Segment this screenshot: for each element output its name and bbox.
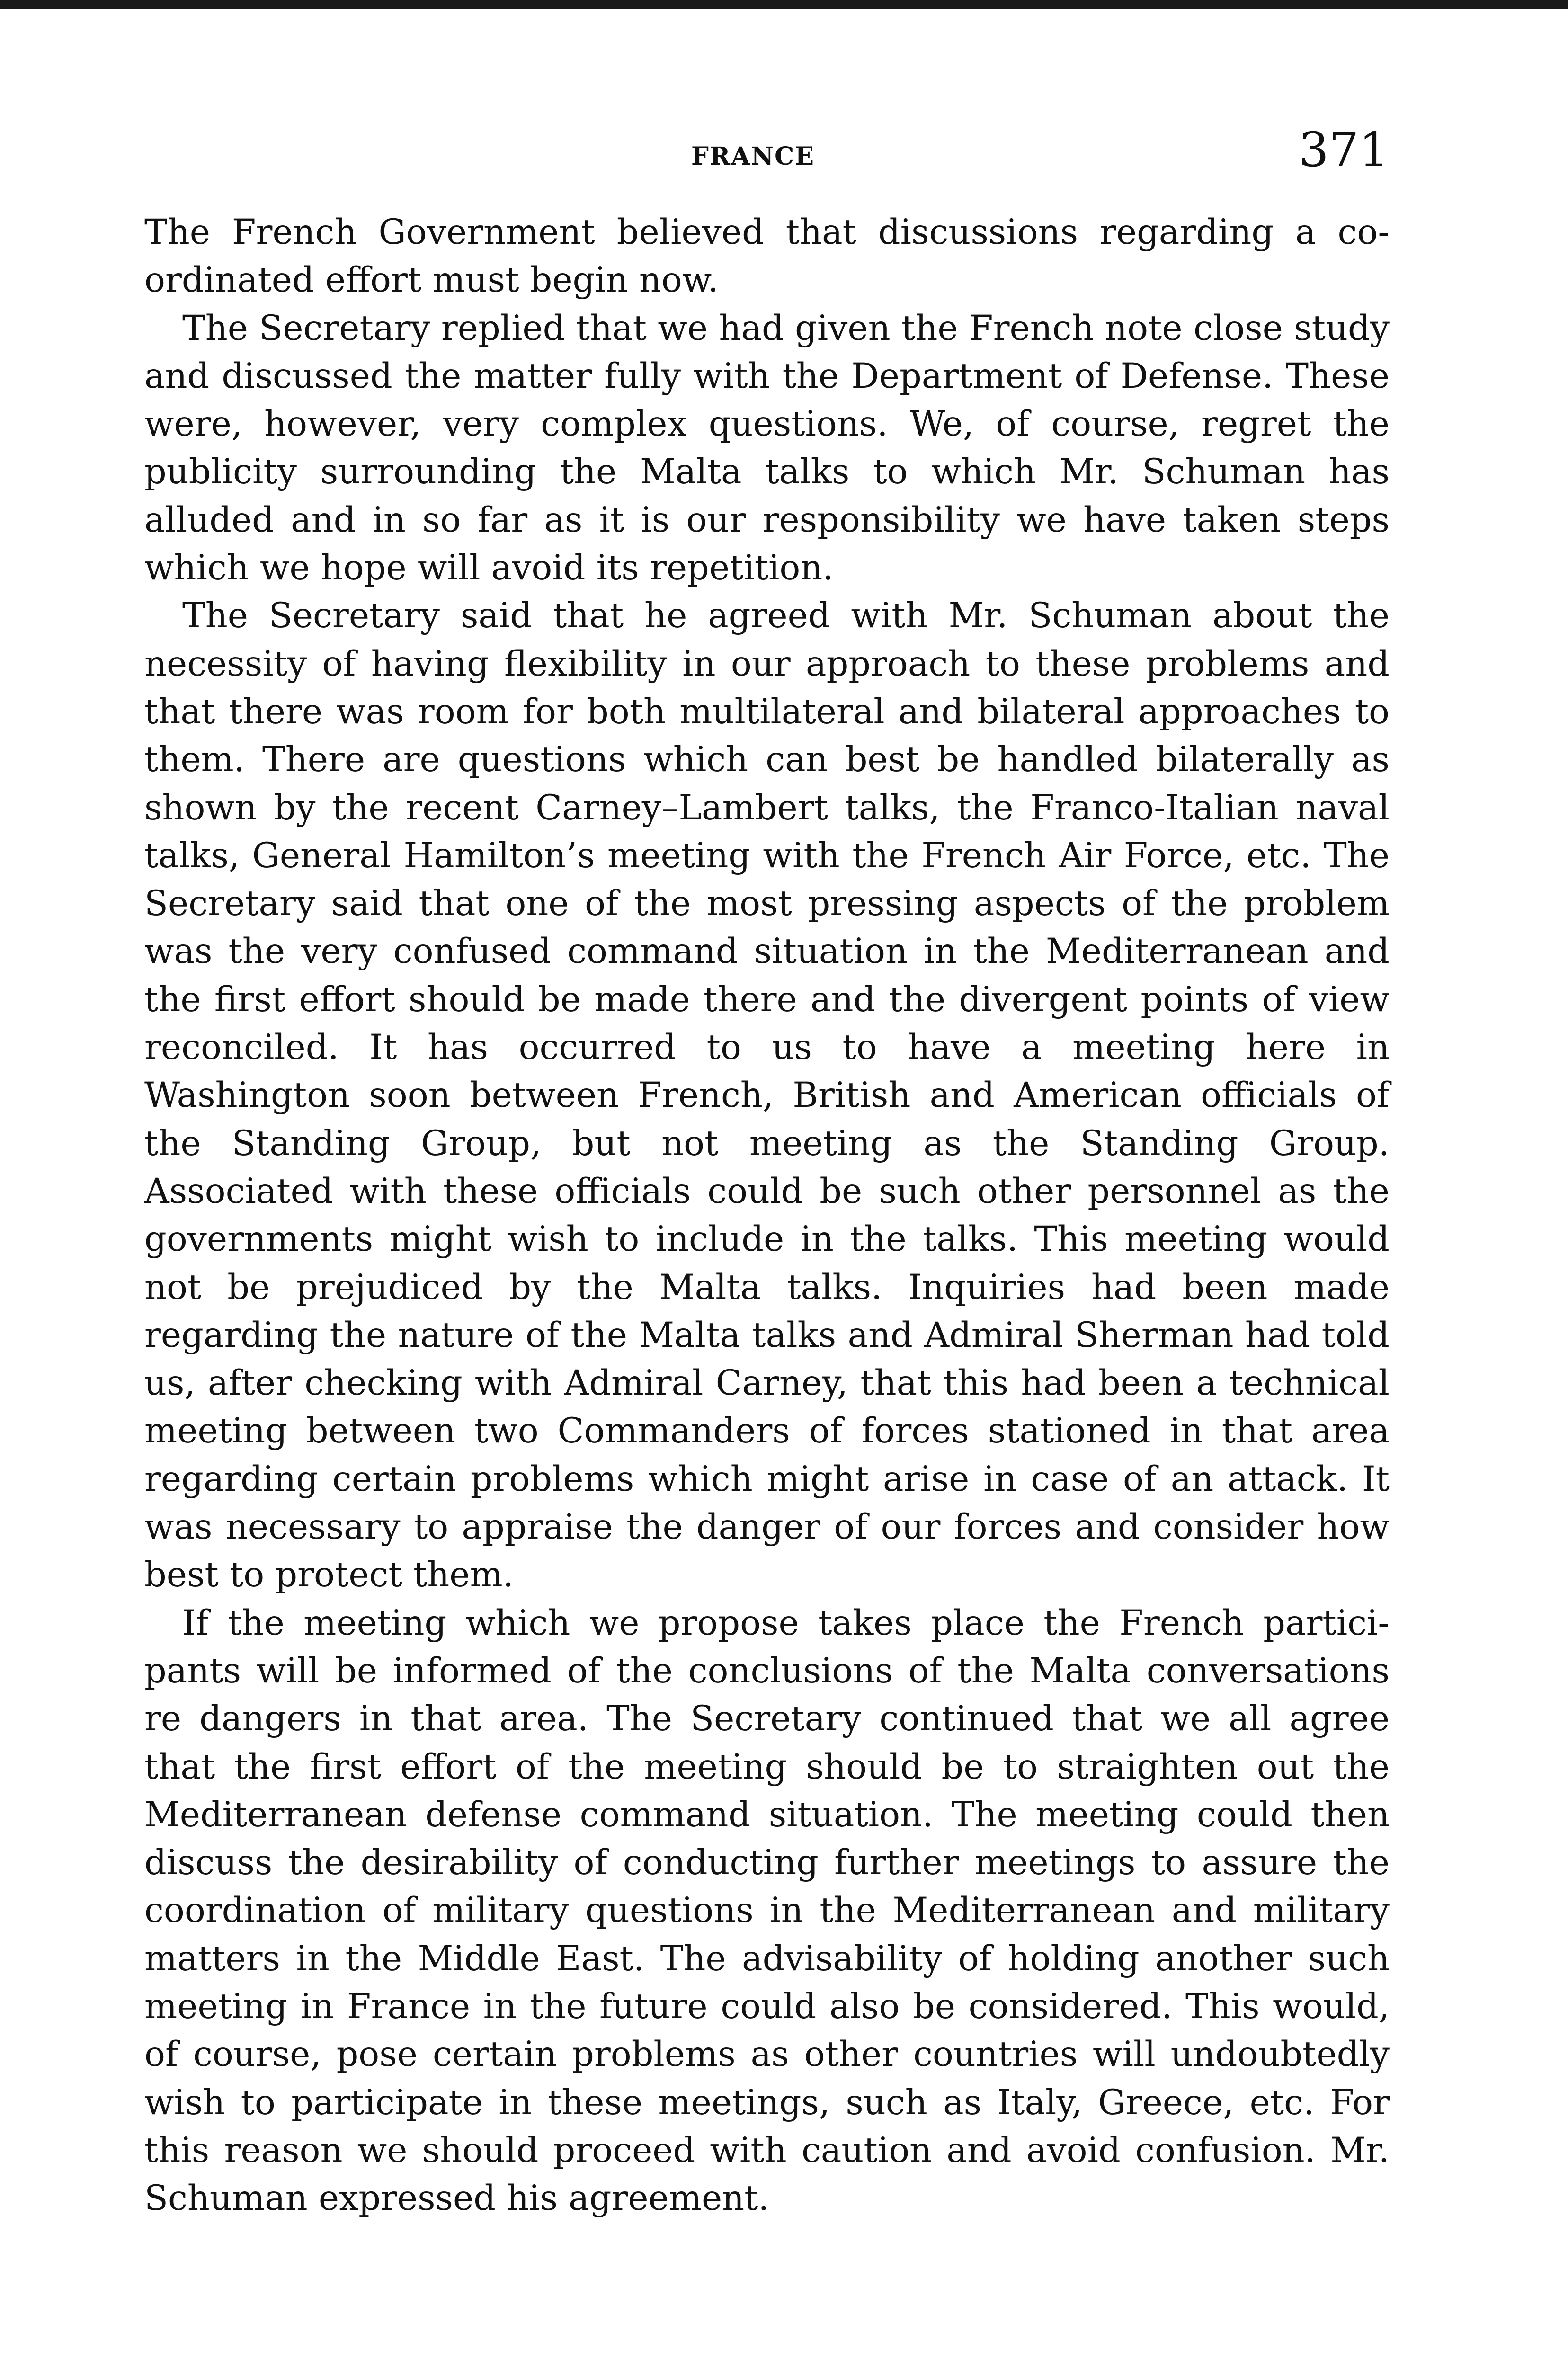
paragraph: The Secretary said that he agreed with Mr. Schuman about the necessity of having flexibility in our approach to these problems and that there was room for both multilateral and bilateral approaches to them. There are questions which can best be handled bilaterally as shown by the recent Carney–Lambert talks, the Franco-Italian naval talks, General Hamilton’s meeting with the French Air Force, etc. The Secretary said that one of the most pressing aspects of the problem was the very confused command situation in the Mediterranean and the first effort should be made there and the divergent points of view reconciled. It has occurred to us to have a meeting here in Washington soon between French, British and American officials of the Standing Group, but not meeting as the Standing Group. Associated with these officials could be such other personnel as the governments might wish to include in the talks. This meeting would not be prejudiced by the Malta talks. Inquiries had been made regarding the nature of the Malta talks and Admiral Sherman had told us, after checking with Admiral Carney, that this had been a technical meeting between two Commanders of forces stationed in that area regarding certain problems which might arise in case of an attack. It was necessary to appraise the danger of our forces and consider how best to protect them. [144, 596, 1390, 1595]
paragraph: The Secretary replied that we had given the French note close study and discussed the matter fully with the Department of Defense. These were, however, very complex questions. We, of course, regret the publicity surrounding the Malta talks to which Mr. Schuman has alluded and in so far as it is our responsibility we have taken steps which we hope will avoid its repetition. [144, 308, 1390, 588]
running-head: FRANCE [691, 142, 815, 171]
paragraph: If the meeting which we propose takes place the French participants will be informed of the conclusions of the Malta conversations re dangers in that area. The Secretary continued that we all agree that the first effort of the meeting should be to straighten out the Mediterranean defense command situation. The meeting could then discuss the desirability of conducting further meetings to assure the coordination of military questions in the Mediterranean and military matters in the Middle East. The advisability of holding another such meeting in France in the future could also be considered. This would, of course, pose certain problems as other countries will undoubtedly wish to participate in these meetings, such as Italy, Greece, etc. For this reason we should proceed with caution and avoid confusion. Mr. Schuman expressed his agreement. [144, 1602, 1390, 2219]
body-text [144, 208, 1390, 2222]
page-number: 371 [1299, 122, 1389, 178]
scan-top-edge [0, 0, 1568, 9]
paragraph-continuation: The French Government believed that discussions regarding a coordinated effort must begin now. [144, 212, 1390, 301]
